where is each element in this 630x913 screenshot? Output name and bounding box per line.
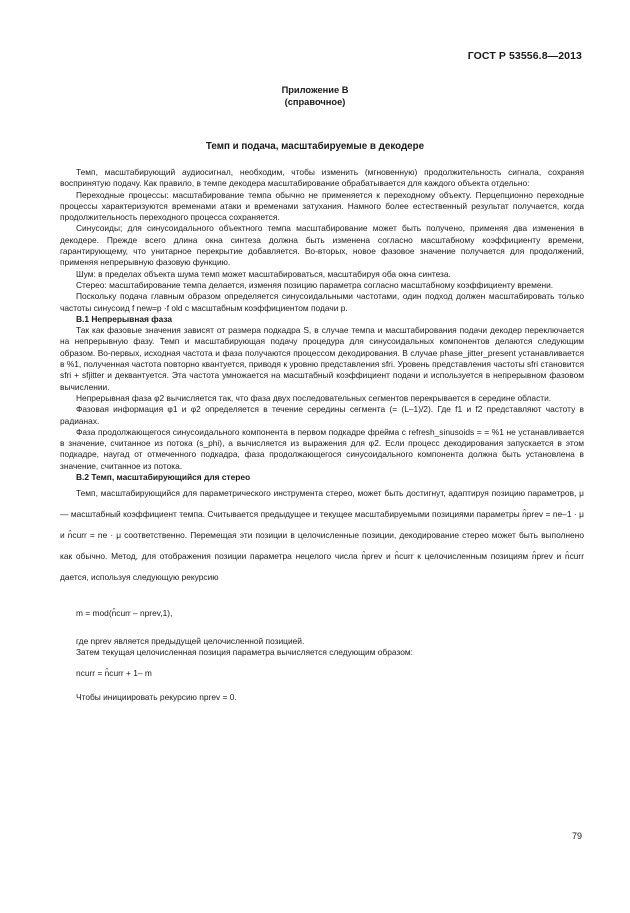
subsection-heading: В.2 Темп, масштабирующийся для стерео <box>76 472 251 483</box>
page-number: 79 <box>571 831 582 841</box>
paragraph: Шум: в пределах объекта шума темп может масштабироваться, масштабируя оба окна синтеза. <box>76 268 451 279</box>
paragraph: Переходные процессы: масштабирование темпа обычно не применяется к переходному объекту. Перцепционно переходные процессы характеризуются временами атаки и временами затухания. Намного более естественный результат получается, когда продолжительность переходного процесса сохраняется. <box>60 189 584 223</box>
annex-title: Приложение В <box>281 85 349 95</box>
paragraph: Темп, масштабирующийся для параметрического инструмента стерео, может быть достигнут, адаптируя позицию параметров, μ — масштабный коэффициент темпа. Считывается предыдущее и текущее масштабируемыми позициями параметры n̂prev = ne–1 · μ и n̂curr = ne · μ соответственно. Перемещая эти позиции в целочисленные позиции, декодирование стерео может быть выполнено как обычно. Метод, для отображения позиции параметра нецелого числа n̂prev и n̂curr к целочисленным позициям n̂prev и n̂curr дается, используя следующую рекурсию <box>60 488 584 583</box>
body-text <box>60 167 584 703</box>
paragraph: Фаза продолжающегося синусоидального компонента в первом подкадре фрейма с refresh_sinusoids = = %1 не устанавливается в значение, считанное из потока (s_phi), а вычисляется из выражения для φ2. Если процесс декодирования запускается в этом подкадре, наугад от отмеченного подкадра, фаза продолжающегося синусоидального компонента должна быть установлена в значение, считанное из потока. <box>60 426 584 471</box>
subsection-heading: В.1 Непрерывная фаза <box>76 313 173 324</box>
paragraph: Фазовая информация φ1 и φ2 определяется в течение середины сегмента (= (L–1)/2). Где f1 и f2 представляют частоту в радианах. <box>60 404 584 426</box>
paragraph: Темп, масштабирующий аудиосигнал, необходим, чтобы изменить (мгновенную) продолжительность сигнала, сохраняя воспринятую подачу. Как правило, в темпе декодера масштабирование обрабатывается для каждого объекта отдельно: <box>60 167 584 189</box>
paragraph: Синусоиды; для синусоидального объектного темпа масштабирование может быть получено, применяя два изменения в декодере. Прежде всего длина окна синтеза должна быть изменена согласно масштабному коэффициенту времени, гарантирующему, что унитарное перекрытие добавляется. Во-вторых, новое фазовое значение получается для продолжений, применяя непрерывную фазовую функцию. <box>60 223 584 268</box>
annex-heading <box>0 84 630 108</box>
paragraph: Чтобы инициировать рекурсию nprev = 0. <box>76 691 237 702</box>
formula-ncurr: ncurr = n̂curr + 1– m <box>76 668 152 679</box>
annex-subtitle: (справочное) <box>284 97 346 107</box>
formula-m: m = mod(n̂curr – nprev,1), <box>76 608 173 619</box>
standard-code: ГОСТ Р 53556.8—2013 <box>467 50 582 62</box>
section-title: Темп и подача, масштабируемые в декодере <box>205 141 425 152</box>
paragraph: Так как фазовые значения зависят от размера подкадра S, в случае темпа и масштабирования подачи декодер переключается на непрерывную фазу. Темп и масштабирующая подачу процедура для синусоидальных компонентов делаются следующим образом. Во-первых, исходная частота и фаза получаются процессом декодирования. В случае phase_jitter_present устанавливается в %1, полученная частота повторно квантуется, приводя к уровню представления sfri. Уровень представления частоты sfri становится sfri + sfjitter и деквантуется. Эта частота умножается на масштабный коэффициент подачи и используется в непрерывном фазовом вычислении. <box>60 325 584 392</box>
paragraph: Непрерывная фаза φ2 вычисляется так, что фаза двух последовательных сегментов перекрывается в середине области. <box>76 392 552 403</box>
paragraph: где nprev является предыдущей целочисленной позицией. <box>76 635 305 646</box>
paragraph: Стерео: масштабирование темпа делается, изменяя позицию параметра согласно масштабному коэффициенту времени. <box>76 279 554 290</box>
paragraph: Затем текущая целочисленная позиция параметра вычисляется следующим образом: <box>76 646 413 657</box>
paragraph: Поскольку подача главным образом определяется синусоидальными частотами, один подход должен масштабировать только частоты синусоид f new=p ·f old с масштабным коэффициентом подачи p. <box>60 291 584 313</box>
